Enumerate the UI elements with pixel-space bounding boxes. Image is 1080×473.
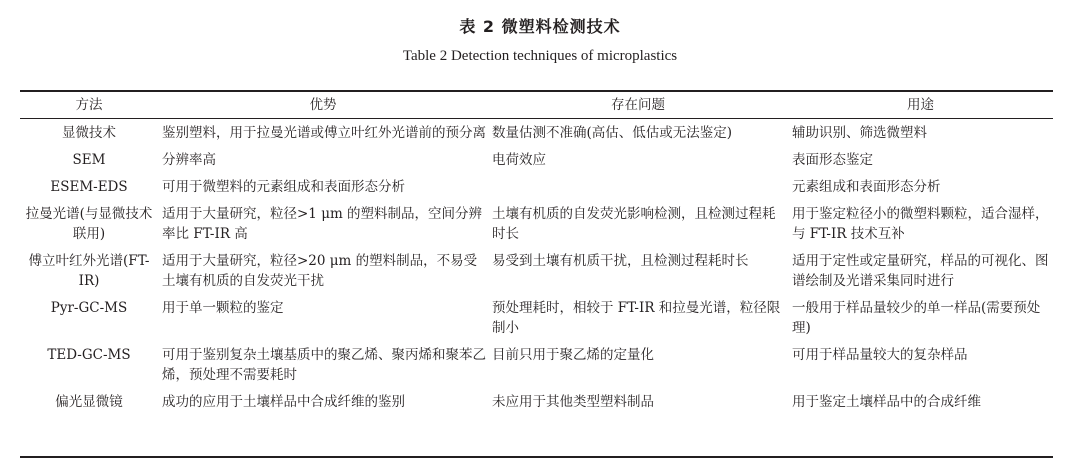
bottom-rule: [20, 456, 1053, 458]
problem-cell: 预处理耗时，相较于 FT-IR 和拉曼光谱，粒径限制小: [492, 300, 781, 336]
column-header-use: 用途: [907, 96, 934, 113]
advantage-cell: 可用于微塑料的元素组成和表面形态分析: [162, 179, 405, 195]
advantage-cell: 可用于鉴别复杂土壤基质中的聚乙烯、聚丙烯和聚苯乙烯，预处理不需要耗时: [162, 347, 486, 383]
method-cell: SEM: [72, 152, 106, 168]
table-row: [20, 201, 1053, 248]
column-header-problem: 存在问题: [611, 96, 665, 113]
column-header-advantage: 优势: [309, 96, 337, 113]
table-row: [20, 295, 1053, 342]
method-cell: ESEM-EDS: [50, 179, 128, 195]
table-row: [20, 389, 1053, 416]
problem-cell: [488, 174, 788, 201]
advantage-cell: 分辨率高: [162, 152, 216, 168]
method-cell: TED-GC-MS: [47, 347, 131, 363]
problem-cell: 未应用于其他类型塑料制品: [492, 394, 654, 410]
use-cell: 辅助识别、筛选微塑料: [792, 125, 927, 141]
advantage-cell: 用于单一颗粒的鉴定: [162, 300, 284, 316]
method-cell: 拉曼光谱(与显微技术联用): [25, 206, 153, 242]
method-cell: Pyr-GC-MS: [50, 300, 128, 316]
advantage-cell: 适用于大量研究，粒径>1 μm 的塑料制品，空间分辨率比 FT-IR 高: [162, 206, 483, 242]
method-cell: 偏光显微镜: [55, 394, 123, 410]
problem-cell: 数量估测不准确(高估、低估或无法鉴定): [492, 125, 733, 141]
use-cell: 用于鉴定粒径小的微塑料颗粒，适合湿样，与 FT-IR 技术互补: [792, 206, 1049, 242]
column-header-method: 方法: [75, 96, 103, 113]
use-cell: 表面形态鉴定: [792, 152, 873, 168]
problem-cell: 易受到土壤有机质干扰，且检测过程耗时长: [492, 253, 749, 269]
method-cell: 显微技术: [62, 125, 116, 141]
problem-cell: 目前只用于聚乙烯的定量化: [492, 347, 654, 363]
table-title-chinese: 表 2 微塑料检测技术: [459, 17, 621, 36]
use-cell: 一般用于样品量较少的单一样品(需要预处理): [792, 300, 1041, 336]
advantage-cell: 成功的应用于土壤样品中合成纤维的鉴别: [162, 394, 405, 410]
use-cell: 可用于样品量较大的复杂样品: [792, 347, 968, 363]
problem-cell: 电荷效应: [492, 152, 546, 168]
use-cell: 用于鉴定土壤样品中的合成纤维: [792, 394, 981, 410]
use-cell: 元素组成和表面形态分析: [792, 179, 941, 195]
use-cell: 适用于定性或定量研究，样品的可视化、图谱绘制及光谱采集同时进行: [792, 253, 1049, 289]
table-title-english: Table 2 Detection techniques of microplastics: [402, 48, 678, 64]
table-row: [20, 342, 1053, 389]
table-row: [20, 118, 1053, 147]
header-row: [20, 91, 1053, 118]
table-row: [20, 174, 1053, 201]
table-row: [20, 248, 1053, 295]
table-row: [20, 147, 1053, 174]
method-cell: 傅立叶红外光谱(FT-IR): [28, 253, 150, 289]
detection-techniques-table: [20, 91, 1053, 416]
advantage-cell: 适用于大量研究，粒径>20 μm 的塑料制品，不易受土壤有机质的自发荧光干扰: [162, 253, 478, 289]
advantage-cell: 鉴别塑料，用于拉曼光谱或傅立叶红外光谱前的预分离: [162, 125, 486, 141]
problem-cell: 土壤有机质的自发荧光影响检测，且检测过程耗时长: [492, 206, 776, 242]
